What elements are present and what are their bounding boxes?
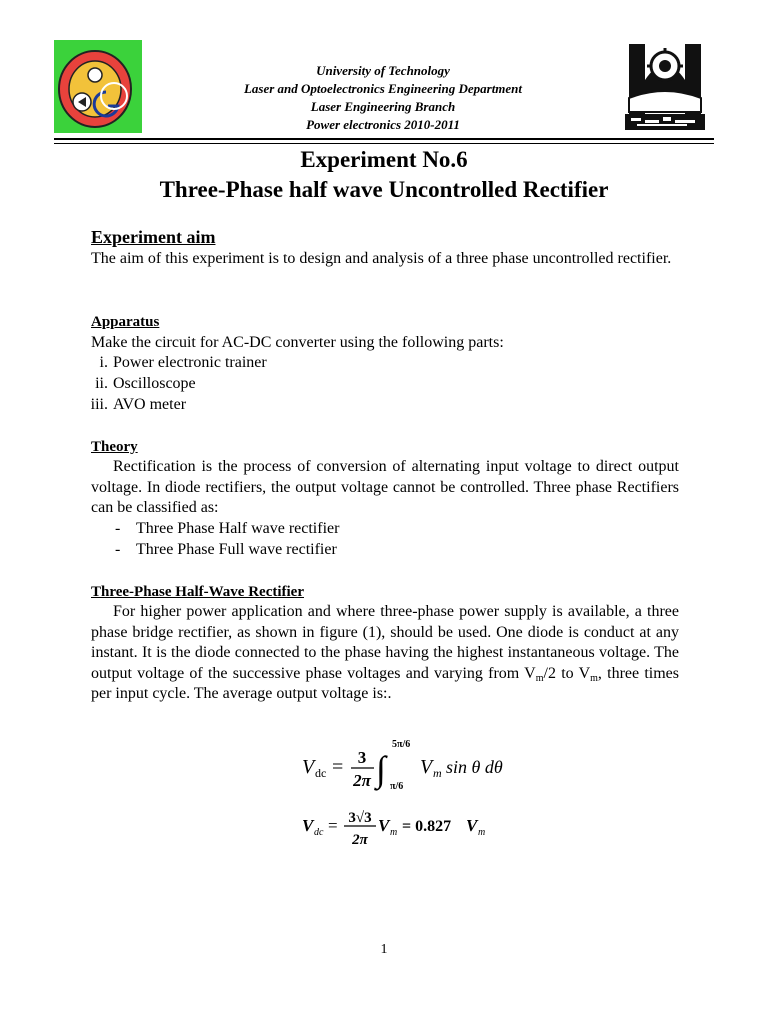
experiment-number: Experiment No.6 — [300, 147, 468, 172]
svg-text:3√3: 3√3 — [348, 810, 372, 826]
svg-text:V: V — [302, 756, 315, 778]
svg-text:V: V — [302, 816, 314, 835]
list-item: Three Phase Half wave rectifier — [136, 520, 340, 537]
header-block — [150, 62, 616, 134]
theory-heading: Theory — [91, 439, 138, 455]
list-item-number: ii. — [95, 375, 108, 392]
svg-text:m: m — [478, 827, 486, 838]
course-name: Power electronics 2010-2011 — [306, 117, 460, 132]
list-item-dash: - — [115, 541, 121, 558]
list-item-number: iii. — [90, 396, 108, 413]
svg-text:5π/6: 5π/6 — [392, 739, 411, 750]
department-logo — [54, 40, 142, 133]
experiment-title: Three-Phase half wave Uncontrolled Rectifier — [159, 177, 609, 202]
halfwave-heading: Three-Phase Half-Wave Rectifier — [91, 584, 304, 600]
svg-text:=: = — [328, 816, 338, 835]
branch-name: Laser Engineering Branch — [310, 99, 456, 114]
svg-text:dc: dc — [314, 827, 324, 838]
theory-text: Rectification is the process of conversion of alternating input voltage to direct output voltage. In diode rectifiers, the output voltage cannot be controlled. Three phase Rectifiers can be classified as: — [91, 458, 679, 517]
svg-text:sin θ dθ: sin θ dθ — [446, 757, 503, 777]
department-name: Laser and Optoelectronics Engineering Department — [243, 81, 523, 96]
list-item: Three Phase Full wave rectifier — [136, 541, 337, 558]
apparatus-heading: Apparatus — [91, 314, 160, 330]
equation-average-voltage-integral — [296, 735, 516, 795]
svg-text:3: 3 — [357, 748, 367, 767]
svg-text:m: m — [433, 766, 442, 780]
equation-average-voltage-result — [298, 800, 508, 852]
aim-heading: Experiment aim — [91, 227, 216, 247]
header-rule-thick — [54, 138, 714, 140]
svg-text:2π: 2π — [352, 832, 368, 848]
list-item: Oscilloscope — [113, 375, 196, 392]
university-logo — [619, 40, 711, 135]
list-item: Power electronic trainer — [113, 354, 267, 371]
page-number: 1 — [380, 942, 388, 957]
svg-text:V: V — [378, 816, 390, 835]
list-item-dash: - — [115, 520, 121, 537]
apparatus-intro: Make the circuit for AC-DC converter using the following parts: — [91, 334, 504, 351]
integral-sign: ∫ — [376, 749, 386, 789]
svg-text:π/6: π/6 — [390, 781, 404, 792]
svg-text:V: V — [420, 756, 433, 778]
header-rule-thin — [54, 143, 714, 144]
list-item-number: i. — [99, 354, 108, 371]
svg-text:= 0.827: = 0.827 — [402, 818, 452, 835]
svg-text:V: V — [466, 816, 478, 835]
svg-text:m: m — [390, 827, 398, 838]
svg-text:dc: dc — [315, 766, 327, 780]
aim-text: The aim of this experiment is to design and analysis of a three phase uncontrolled rectifier. — [91, 250, 672, 267]
halfwave-text: For higher power application and where three-phase power supply is available, a three phase bridge rectifier, as shown in figure (1), should be used. One diode is conduct at any instant. It is the diode connected to the phase having the highest instantaneous voltage. The output voltage of the successive phase voltages and varying from $V_m/2$ to $V_m$, three times per input cycle. The average output voltage is:. — [91, 603, 680, 703]
svg-text:2π: 2π — [353, 771, 371, 790]
svg-text:=: = — [332, 756, 344, 778]
university-name: University of Technology — [316, 63, 450, 78]
list-item: AVO meter — [113, 396, 187, 413]
